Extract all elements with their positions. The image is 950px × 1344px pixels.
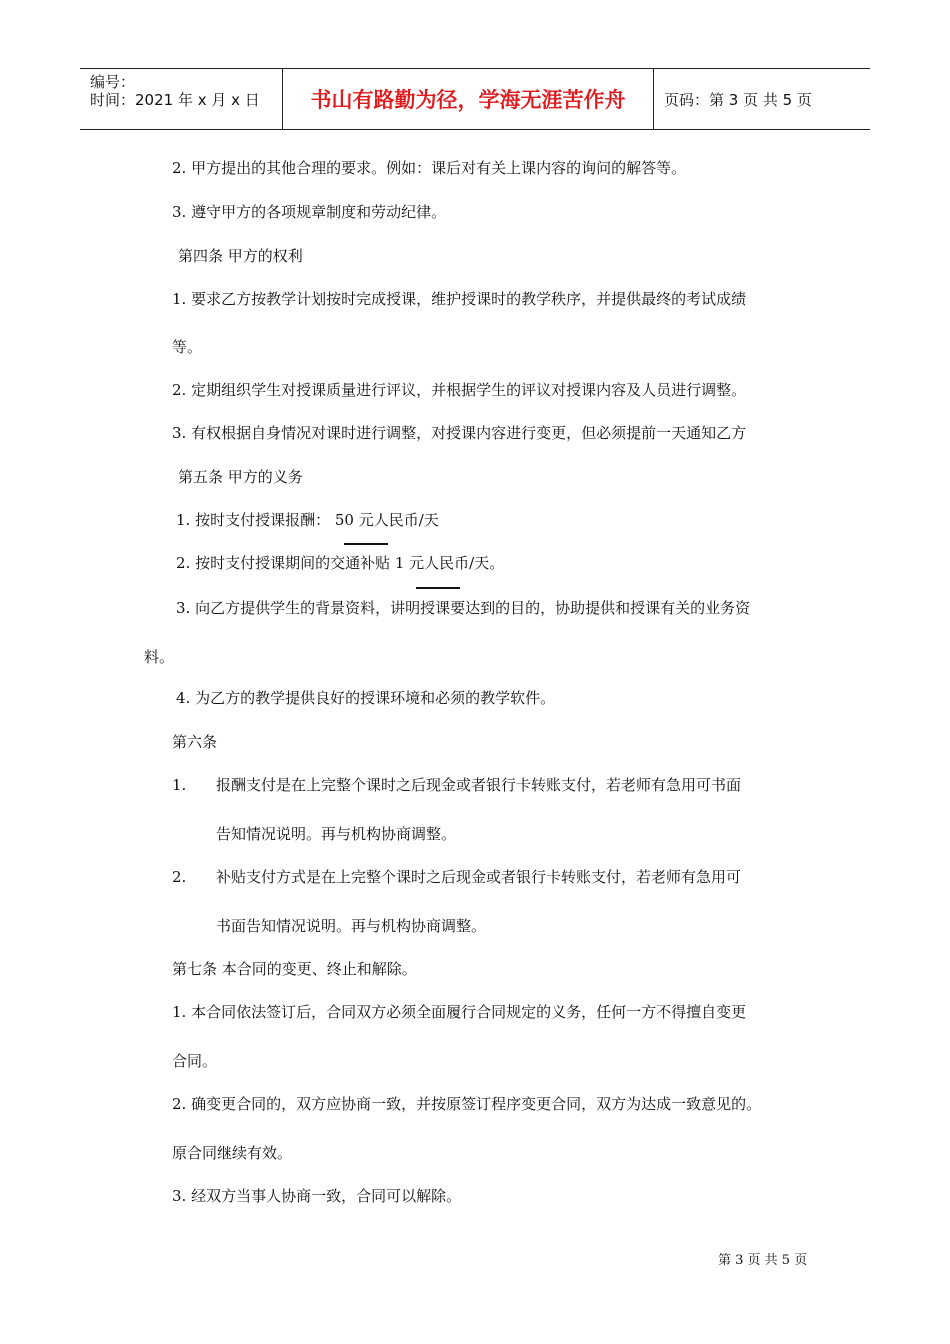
- header-slogan-cell: [282, 69, 654, 129]
- paragraph-line: 3. 有权根据自身情况对课时进行调整，对授课内容进行变更，但必须提前一天通知乙方: [172, 424, 747, 442]
- list-number: 2.: [172, 868, 187, 886]
- paragraph-line: 补贴支付方式是在上完整个课时之后现金或者银行卡转账支付，若老师有急用可: [216, 868, 742, 886]
- paragraph-line: 3. 遵守甲方的各项规章制度和劳动纪律。: [172, 203, 447, 221]
- page-header: [80, 68, 870, 130]
- header-slogan: 书山有路勤为径，学海无涯苦作舟: [310, 88, 626, 112]
- paragraph-line: 2. 按时支付授课期间的交通补贴 1 元人民币/天。: [176, 554, 505, 572]
- paragraph-line: 4. 为乙方的教学提供良好的授课环境和必须的教学软件。: [176, 689, 556, 707]
- header-page-cell: [654, 69, 870, 129]
- header-meta: [80, 69, 282, 129]
- fill-underline: [344, 543, 388, 545]
- section-heading: 第四条 甲方的权利: [178, 247, 303, 265]
- header-page-label: 页码：第 3 页 共 5 页: [664, 90, 812, 109]
- paragraph-line: 1. 本合同依法签订后，合同双方必须全面履行合同规定的义务，任何一方不得擅自变更: [172, 1003, 747, 1021]
- paragraph-line: 1. 要求乙方按教学计划按时完成授课，维护授课时的教学秩序，并提供最终的考试成绩: [172, 290, 747, 308]
- paragraph-line: 2. 定期组织学生对授课质量进行评议，并根据学生的评议对授课内容及人员进行调整。: [172, 381, 747, 399]
- paragraph-line: 2. 确变更合同的，双方应协商一致，并按原签订程序变更合同，双方为达成一致意见的。: [172, 1095, 762, 1113]
- paragraph-line: 原合同继续有效。: [172, 1144, 293, 1162]
- paragraph-line: 合同。: [172, 1052, 218, 1070]
- paragraph-line: 2. 甲方提出的其他合理的要求。例如：课后对有关上课内容的询问的解答等。: [172, 159, 687, 177]
- footer-page-number: 第 3 页 共 5 页: [718, 1253, 808, 1268]
- time-label: 时间：2021 年 x 月 x 日: [90, 91, 260, 109]
- paragraph-line: 料。: [144, 648, 175, 666]
- paragraph-line: 报酬支付是在上完整个课时之后现金或者银行卡转账支付，若老师有急用可书面: [216, 776, 742, 794]
- list-number: 1.: [172, 776, 187, 794]
- serial-label: 编号：: [90, 73, 136, 91]
- paragraph-line: 1. 按时支付授课报酬： 50 元人民币/天: [176, 511, 439, 529]
- paragraph-line: 书面告知情况说明。再与机构协商调整。: [216, 917, 487, 935]
- section-heading: 第五条 甲方的义务: [178, 468, 303, 486]
- paragraph-line: 等。: [172, 338, 203, 356]
- section-heading: 第七条 本合同的变更、终止和解除。: [172, 960, 417, 978]
- fill-underline: [416, 587, 460, 589]
- paragraph-line: 告知情况说明。再与机构协商调整。: [216, 825, 457, 843]
- paragraph-line: 3. 向乙方提供学生的背景资料，讲明授课要达到的目的，协助提供和授课有关的业务资: [176, 599, 751, 617]
- paragraph-line: 3. 经双方当事人协商一致，合同可以解除。: [172, 1187, 462, 1205]
- section-heading: 第六条: [172, 733, 218, 751]
